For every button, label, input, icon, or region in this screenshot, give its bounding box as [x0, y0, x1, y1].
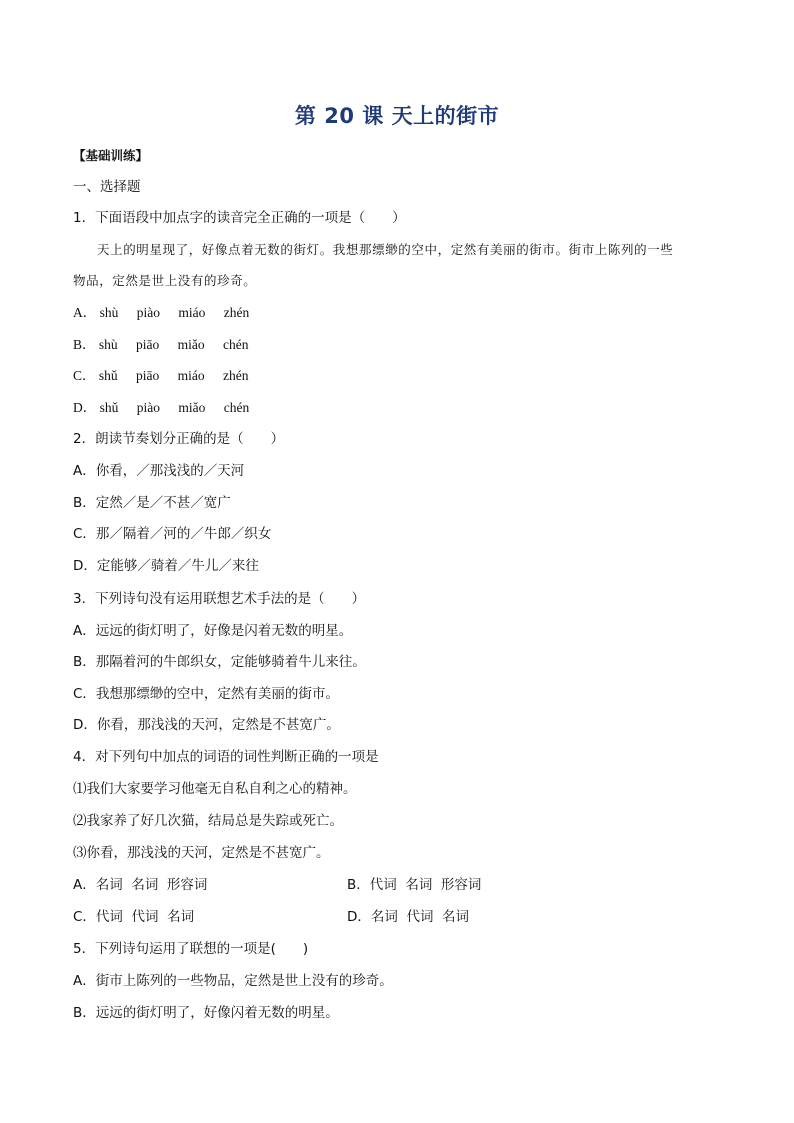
question-1-option-c	[73, 367, 264, 385]
pinyin: chén	[223, 337, 249, 352]
pinyin: miáo	[178, 305, 206, 320]
question-1-option-a	[73, 304, 264, 322]
question-4-option-b: B．代词 名词 形容词	[347, 877, 482, 893]
option-label: A．	[73, 305, 97, 320]
pinyin: piào	[136, 305, 161, 320]
pinyin: chén	[223, 400, 250, 415]
question-5-option-b: B．远远的街灯明了，好像闪着无数的明星。	[73, 1005, 339, 1021]
question-3-option-b: B．那隔着河的牛郎织女，定能够骑着牛儿来往。	[73, 654, 366, 670]
question-1-passage-line-2: 物品，定然是世上没有的珍奇。	[73, 273, 257, 288]
question-4-item-3: ⑶你看，那浅浅的天河，定然是不甚宽广。	[73, 845, 330, 861]
pinyin: miǎo	[177, 337, 205, 352]
option-label: C．	[73, 368, 96, 383]
part-heading: 一、选择题	[73, 179, 141, 195]
page-title: 第 20 课 天上的街市	[294, 104, 500, 128]
pinyin: shǔ	[99, 400, 119, 415]
question-4-option-a: A．名词 名词 形容词	[73, 877, 208, 893]
option-label: D．	[73, 400, 97, 415]
section-label: 【基础训练】	[73, 148, 149, 163]
question-4-item-1: ⑴我们大家要学习他毫无自私自利之心的精神。	[73, 781, 357, 797]
question-2-option-c: C．那／隔着／河的／牛郎／织女	[73, 526, 272, 542]
pinyin: shǔ	[98, 368, 118, 383]
pinyin: shù	[98, 337, 118, 352]
question-1-stem: 1．下面语段中加点字的读音完全正确的一项是（ ）	[73, 210, 406, 226]
option-label: B．	[73, 337, 96, 352]
question-4-item-2: ⑵我家养了好几次猫，结局总是失踪或死亡。	[73, 813, 343, 829]
question-3-stem: 3．下列诗句没有运用联想艺术手法的是（ ）	[73, 591, 366, 607]
question-2-option-d: D．定能够／骑着／牛儿／来往	[73, 558, 259, 574]
pinyin: miáo	[177, 368, 205, 383]
question-4-stem: 4．对下列句中加点的词语的词性判断正确的一项是	[73, 749, 379, 765]
question-3-option-a: A．远远的街灯明了，好像是闪着无数的明星。	[73, 623, 353, 639]
question-3-option-d: D．你看，那浅浅的天河，定然是不甚宽广。	[73, 717, 340, 733]
question-2-stem: 2．朗读节奏划分正确的是（ ）	[73, 431, 285, 447]
pinyin: shù	[99, 305, 119, 320]
question-5-option-a: A．街市上陈列的一些物品，定然是世上没有的珍奇。	[73, 973, 393, 989]
question-2-option-a: A．你看，／那浅浅的／天河	[73, 463, 245, 479]
question-5-stem: 5．下列诗句运用了联想的一项是( )	[73, 941, 309, 957]
pinyin: zhén	[223, 305, 250, 320]
question-1-option-d	[73, 399, 264, 417]
pinyin: piào	[136, 400, 161, 415]
pinyin: miǎo	[178, 400, 206, 415]
question-3-option-c: C．我想那缥缈的空中，定然有美丽的街市。	[73, 686, 339, 702]
question-4-option-c: C．代词 代词 名词	[73, 909, 195, 925]
question-1-option-b	[73, 336, 264, 354]
question-4-option-d: D．名词 代词 名词	[347, 909, 470, 925]
pinyin: zhén	[223, 368, 249, 383]
pinyin: piāo	[136, 368, 160, 383]
pinyin: piāo	[136, 337, 160, 352]
question-1-passage-line-1: 天上的明星现了，好像点着无数的街灯。我想那缥缈的空中，定然有美丽的街市。街市上陈列的一些	[97, 242, 674, 257]
question-2-option-b: B．定然／是／不甚／宽广	[73, 495, 231, 511]
